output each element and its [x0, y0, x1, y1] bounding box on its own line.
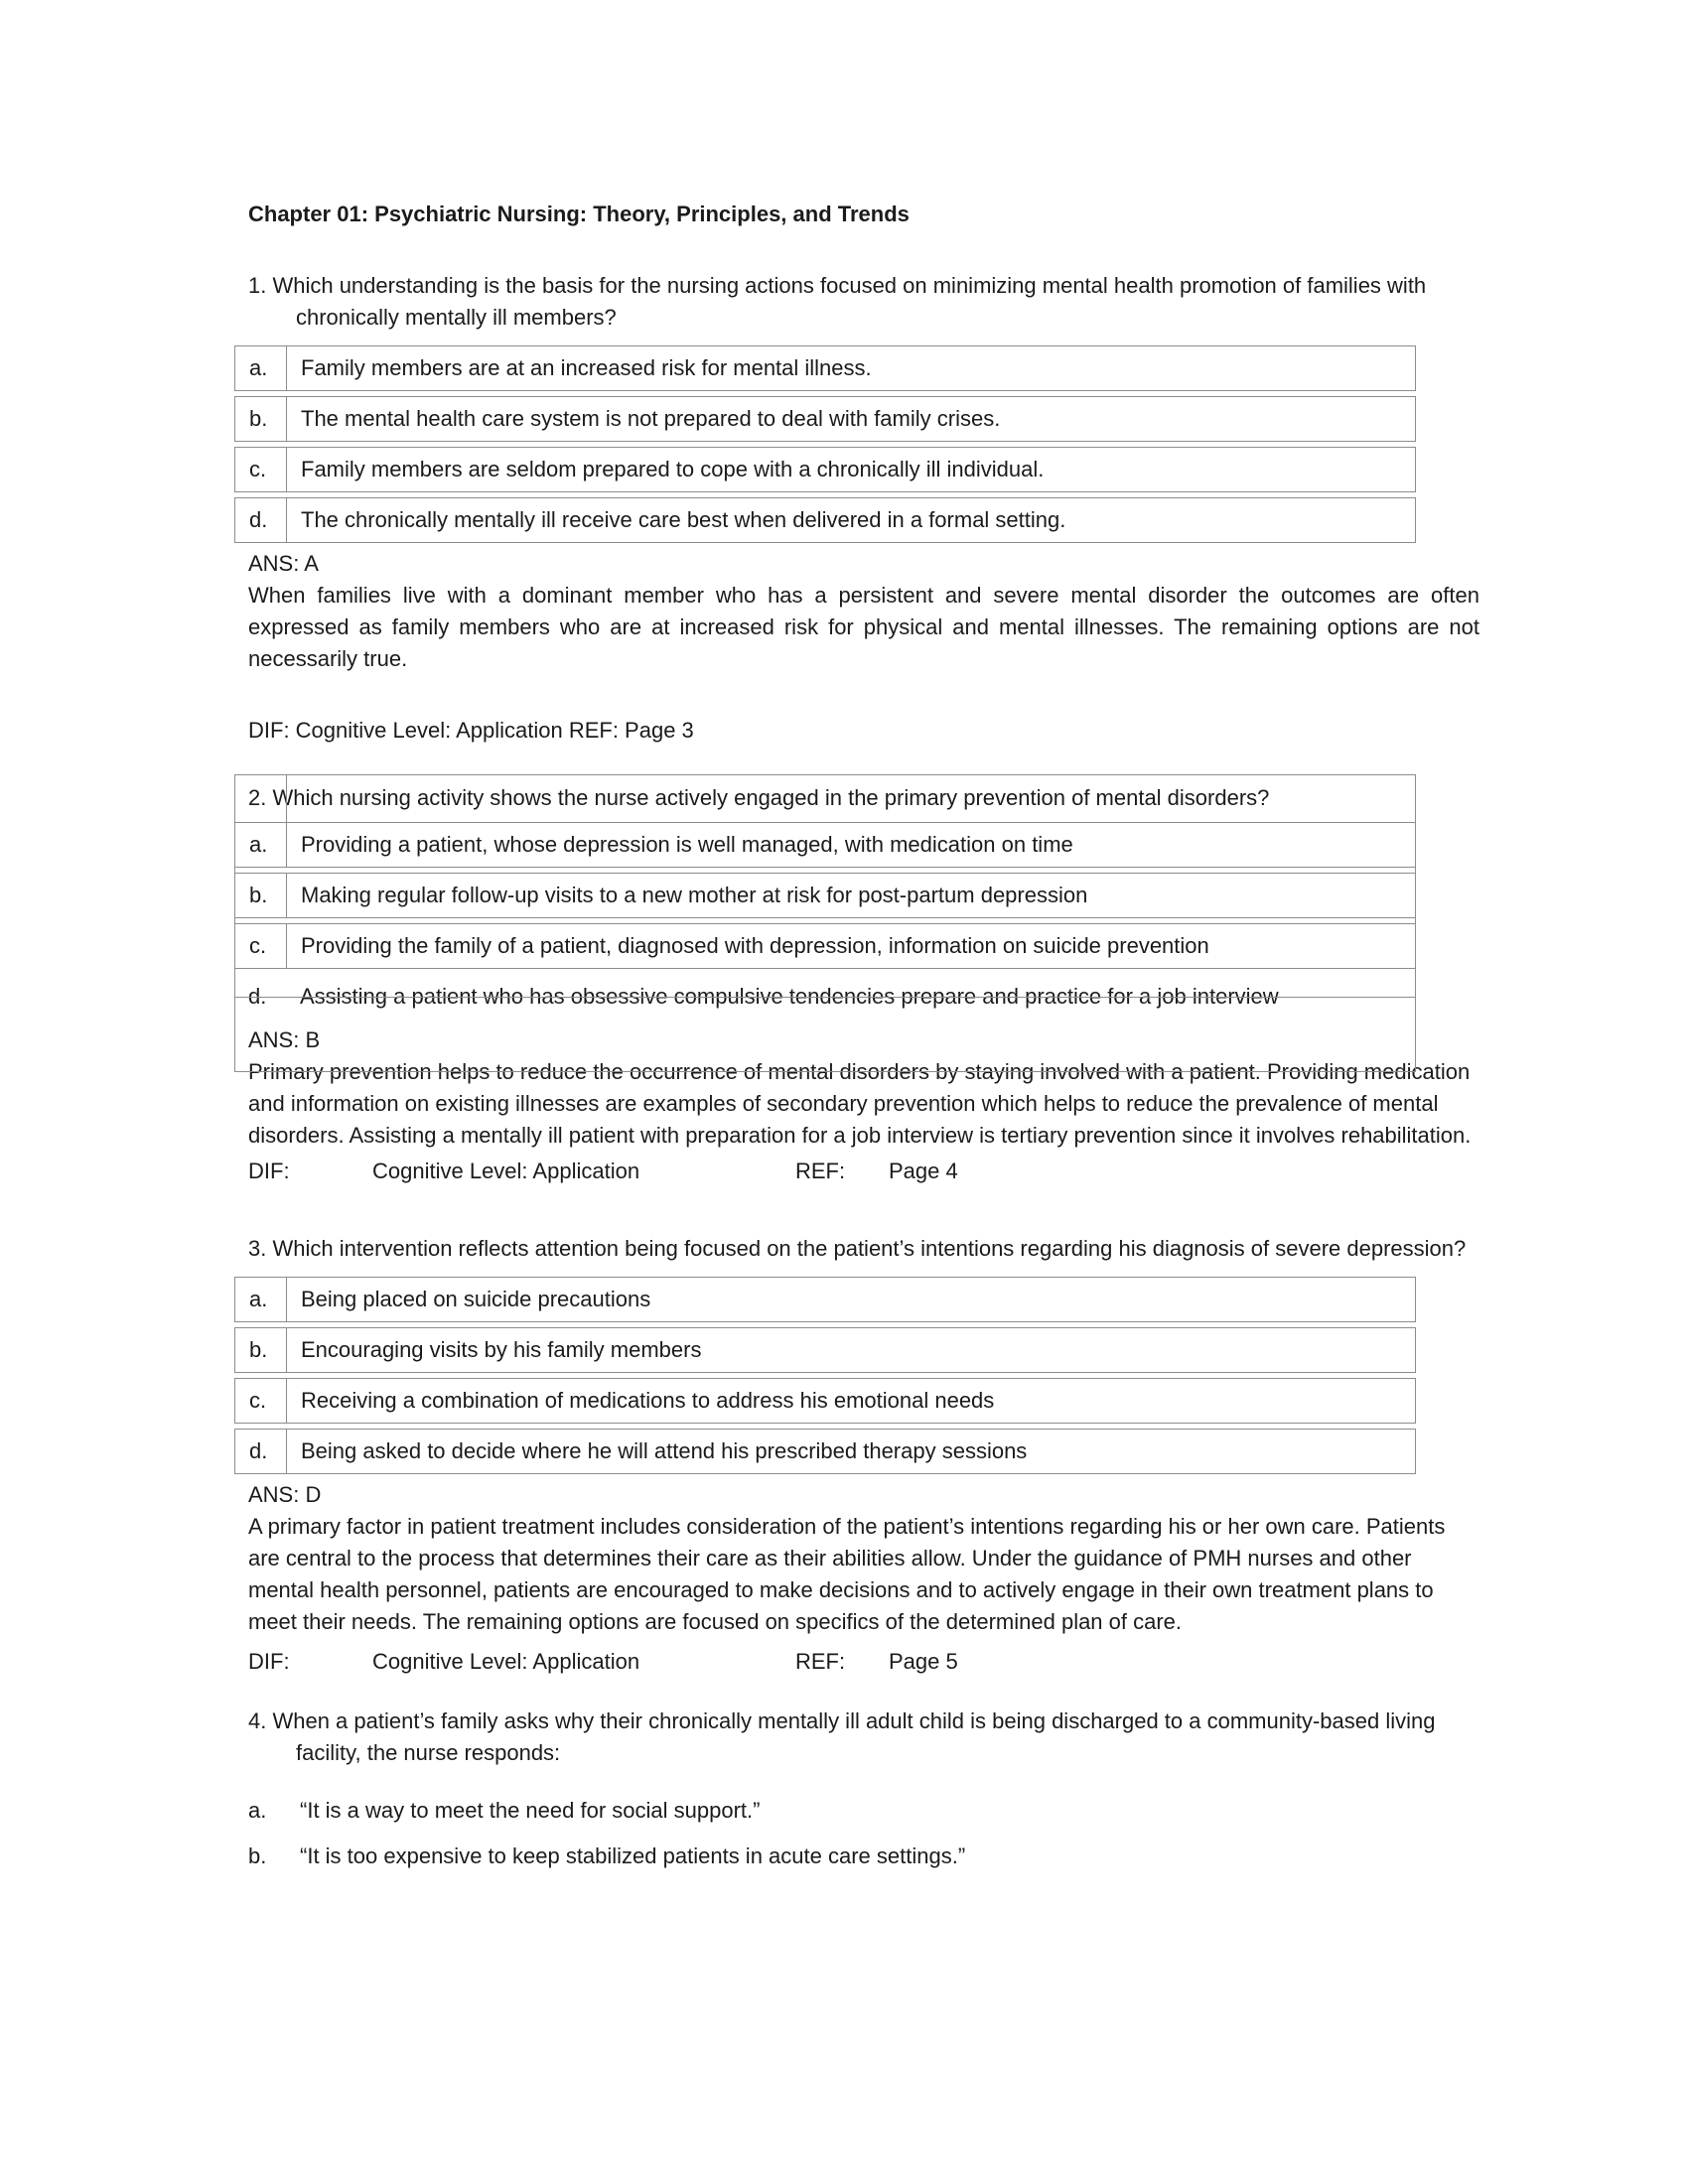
answer-option-row: [234, 1277, 1416, 1322]
option-text-cell: Receiving a combination of medications to address his emotional needs: [301, 1388, 995, 1413]
question-4-block: [248, 1706, 1479, 1872]
answer-line: ANS: D: [248, 1482, 322, 1507]
answer-option-row: [234, 974, 1416, 1020]
page-ref: Page 4: [889, 1159, 958, 1183]
answer-option-row: [234, 396, 1416, 442]
option-letter-cell: a.: [235, 823, 287, 867]
question-2-block: [248, 782, 1479, 1187]
option-text-cell: Being placed on suicide precautions: [301, 1287, 651, 1311]
option-text-cell: Making regular follow-up visits to a new mother at risk for post-partum depression: [301, 883, 1088, 907]
option-letter-cell: c.: [235, 1379, 287, 1423]
answer-option-row: [234, 1429, 1416, 1474]
dif-ref-line: DIF: Cognitive Level: Application REF: Page 3: [248, 718, 694, 743]
question-3-text: 3. Which intervention reflects attention being focused on the patient’s intentions regarding his diagnosis of severe depression?: [248, 1236, 1467, 1261]
question-1-text: 1. Which understanding is the basis for the nursing actions focused on minimizing mental health promotion of families with chronically mentally ill members?: [248, 273, 1427, 330]
ref-label: REF:: [795, 1159, 846, 1183]
answer-option-row: [234, 447, 1416, 492]
option-text-cell: “It is too expensive to keep stabilized patients in acute care settings.”: [300, 1843, 966, 1868]
option-text-cell: Providing a patient, whose depression is well managed, with medication on time: [301, 832, 1073, 857]
answer-option-row: [234, 1378, 1416, 1424]
question-3-options-table: [234, 1277, 1416, 1474]
answer-option-row: [234, 497, 1416, 543]
question-3-block: [248, 1233, 1479, 1678]
option-text-cell: Assisting a patient who has obsessive compulsive tendencies prepare and practice for a job interview: [300, 984, 1279, 1009]
option-letter-cell: d.: [235, 498, 287, 542]
option-text-cell: The chronically mentally ill receive care best when delivered in a formal setting.: [301, 507, 1066, 532]
option-text-cell: Family members are at an increased risk for mental illness.: [301, 355, 872, 380]
answer-option-row: [234, 923, 1416, 969]
question-1-options-table: [234, 345, 1416, 543]
option-text-cell: “It is a way to meet the need for social support.”: [300, 1798, 761, 1823]
answer-line: ANS: A: [248, 551, 319, 576]
answer-option-row: [234, 1327, 1416, 1373]
option-letter-cell: d.: [248, 984, 267, 1009]
option-text-cell: Providing the family of a patient, diagnosed with depression, information on suicide prevention: [301, 933, 1209, 958]
question-2-text: 2. Which nursing activity shows the nurse actively engaged in the primary prevention of mental disorders?: [248, 785, 1270, 810]
answer-option-row: [234, 873, 1416, 918]
option-text-cell: The mental health care system is not prepared to deal with family crises.: [301, 406, 1001, 431]
ref-label: REF:: [795, 1649, 846, 1674]
dif-label: DIF:: [248, 1159, 290, 1183]
answer-line: ANS: B: [248, 1027, 321, 1052]
option-letter-cell: b.: [248, 1843, 267, 1868]
rationale-text: A primary factor in patient treatment includes consideration of the patient’s intentions regarding his or her own care. Patients are central to the process that determines their care as their abilities allow. Under the guidance of PMH nurses and other mental health personnel, patients are encouraged to make decisions and to actively engage in their own treatment plans to meet their needs. The remaining options are focused on specifics of the determined plan of care.: [248, 1514, 1446, 1634]
option-letter-cell: b.: [235, 397, 287, 441]
cognitive-level-label: Cognitive Level: Application: [372, 1649, 640, 1674]
question-2-options-table: [234, 822, 1416, 1020]
answer-option-row: [234, 822, 1416, 868]
dif-label: DIF:: [248, 1649, 290, 1674]
rationale-text: Primary prevention helps to reduce the occurrence of mental disorders by staying involved with a patient. Providing medication and information on existing illnesses are examples of secondary prevention which helps to reduce the prevalence of mental disorders. Assisting a mentally ill patient with preparation for a job interview is tertiary prevention since it involves rehabilitation.: [248, 1059, 1472, 1148]
option-letter-cell: b.: [235, 1328, 287, 1372]
option-letter-cell: a.: [248, 1798, 267, 1823]
option-text-cell: Encouraging visits by his family members: [301, 1337, 702, 1362]
question-4-text: 4. When a patient’s family asks why their chronically mentally ill adult child is being discharged to a community-based living facility, the nurse responds:: [248, 1708, 1436, 1765]
option-text-cell: Being asked to decide where he will attend his prescribed therapy sessions: [301, 1438, 1028, 1463]
page-ref: Page 5: [889, 1649, 958, 1674]
option-letter-cell: c.: [235, 448, 287, 491]
option-letter-cell: a.: [235, 346, 287, 390]
chapter-title: Chapter 01: Psychiatric Nursing: Theory, Principles, and Trends: [248, 202, 910, 226]
answer-option-row: [248, 1841, 1479, 1872]
rationale-text: When families live with a dominant member who has a persistent and severe mental disorder the outcomes are often expressed as family members who are at increased risk for physical and mental illnesses. The remaining options are not necessarily true.: [248, 583, 1479, 671]
option-letter-cell: c.: [235, 924, 287, 968]
option-letter-cell: b.: [235, 874, 287, 917]
answer-option-row: [248, 1795, 1479, 1827]
dif-ref-line: [248, 1156, 1479, 1187]
option-text-cell: Family members are seldom prepared to cope with a chronically ill individual.: [301, 457, 1045, 481]
cognitive-level-label: Cognitive Level: Application: [372, 1159, 640, 1183]
option-letter-cell: a.: [235, 1278, 287, 1321]
dif-ref-line: [248, 1646, 1479, 1678]
answer-option-row: [234, 345, 1416, 391]
option-letter-cell: d.: [235, 1430, 287, 1473]
